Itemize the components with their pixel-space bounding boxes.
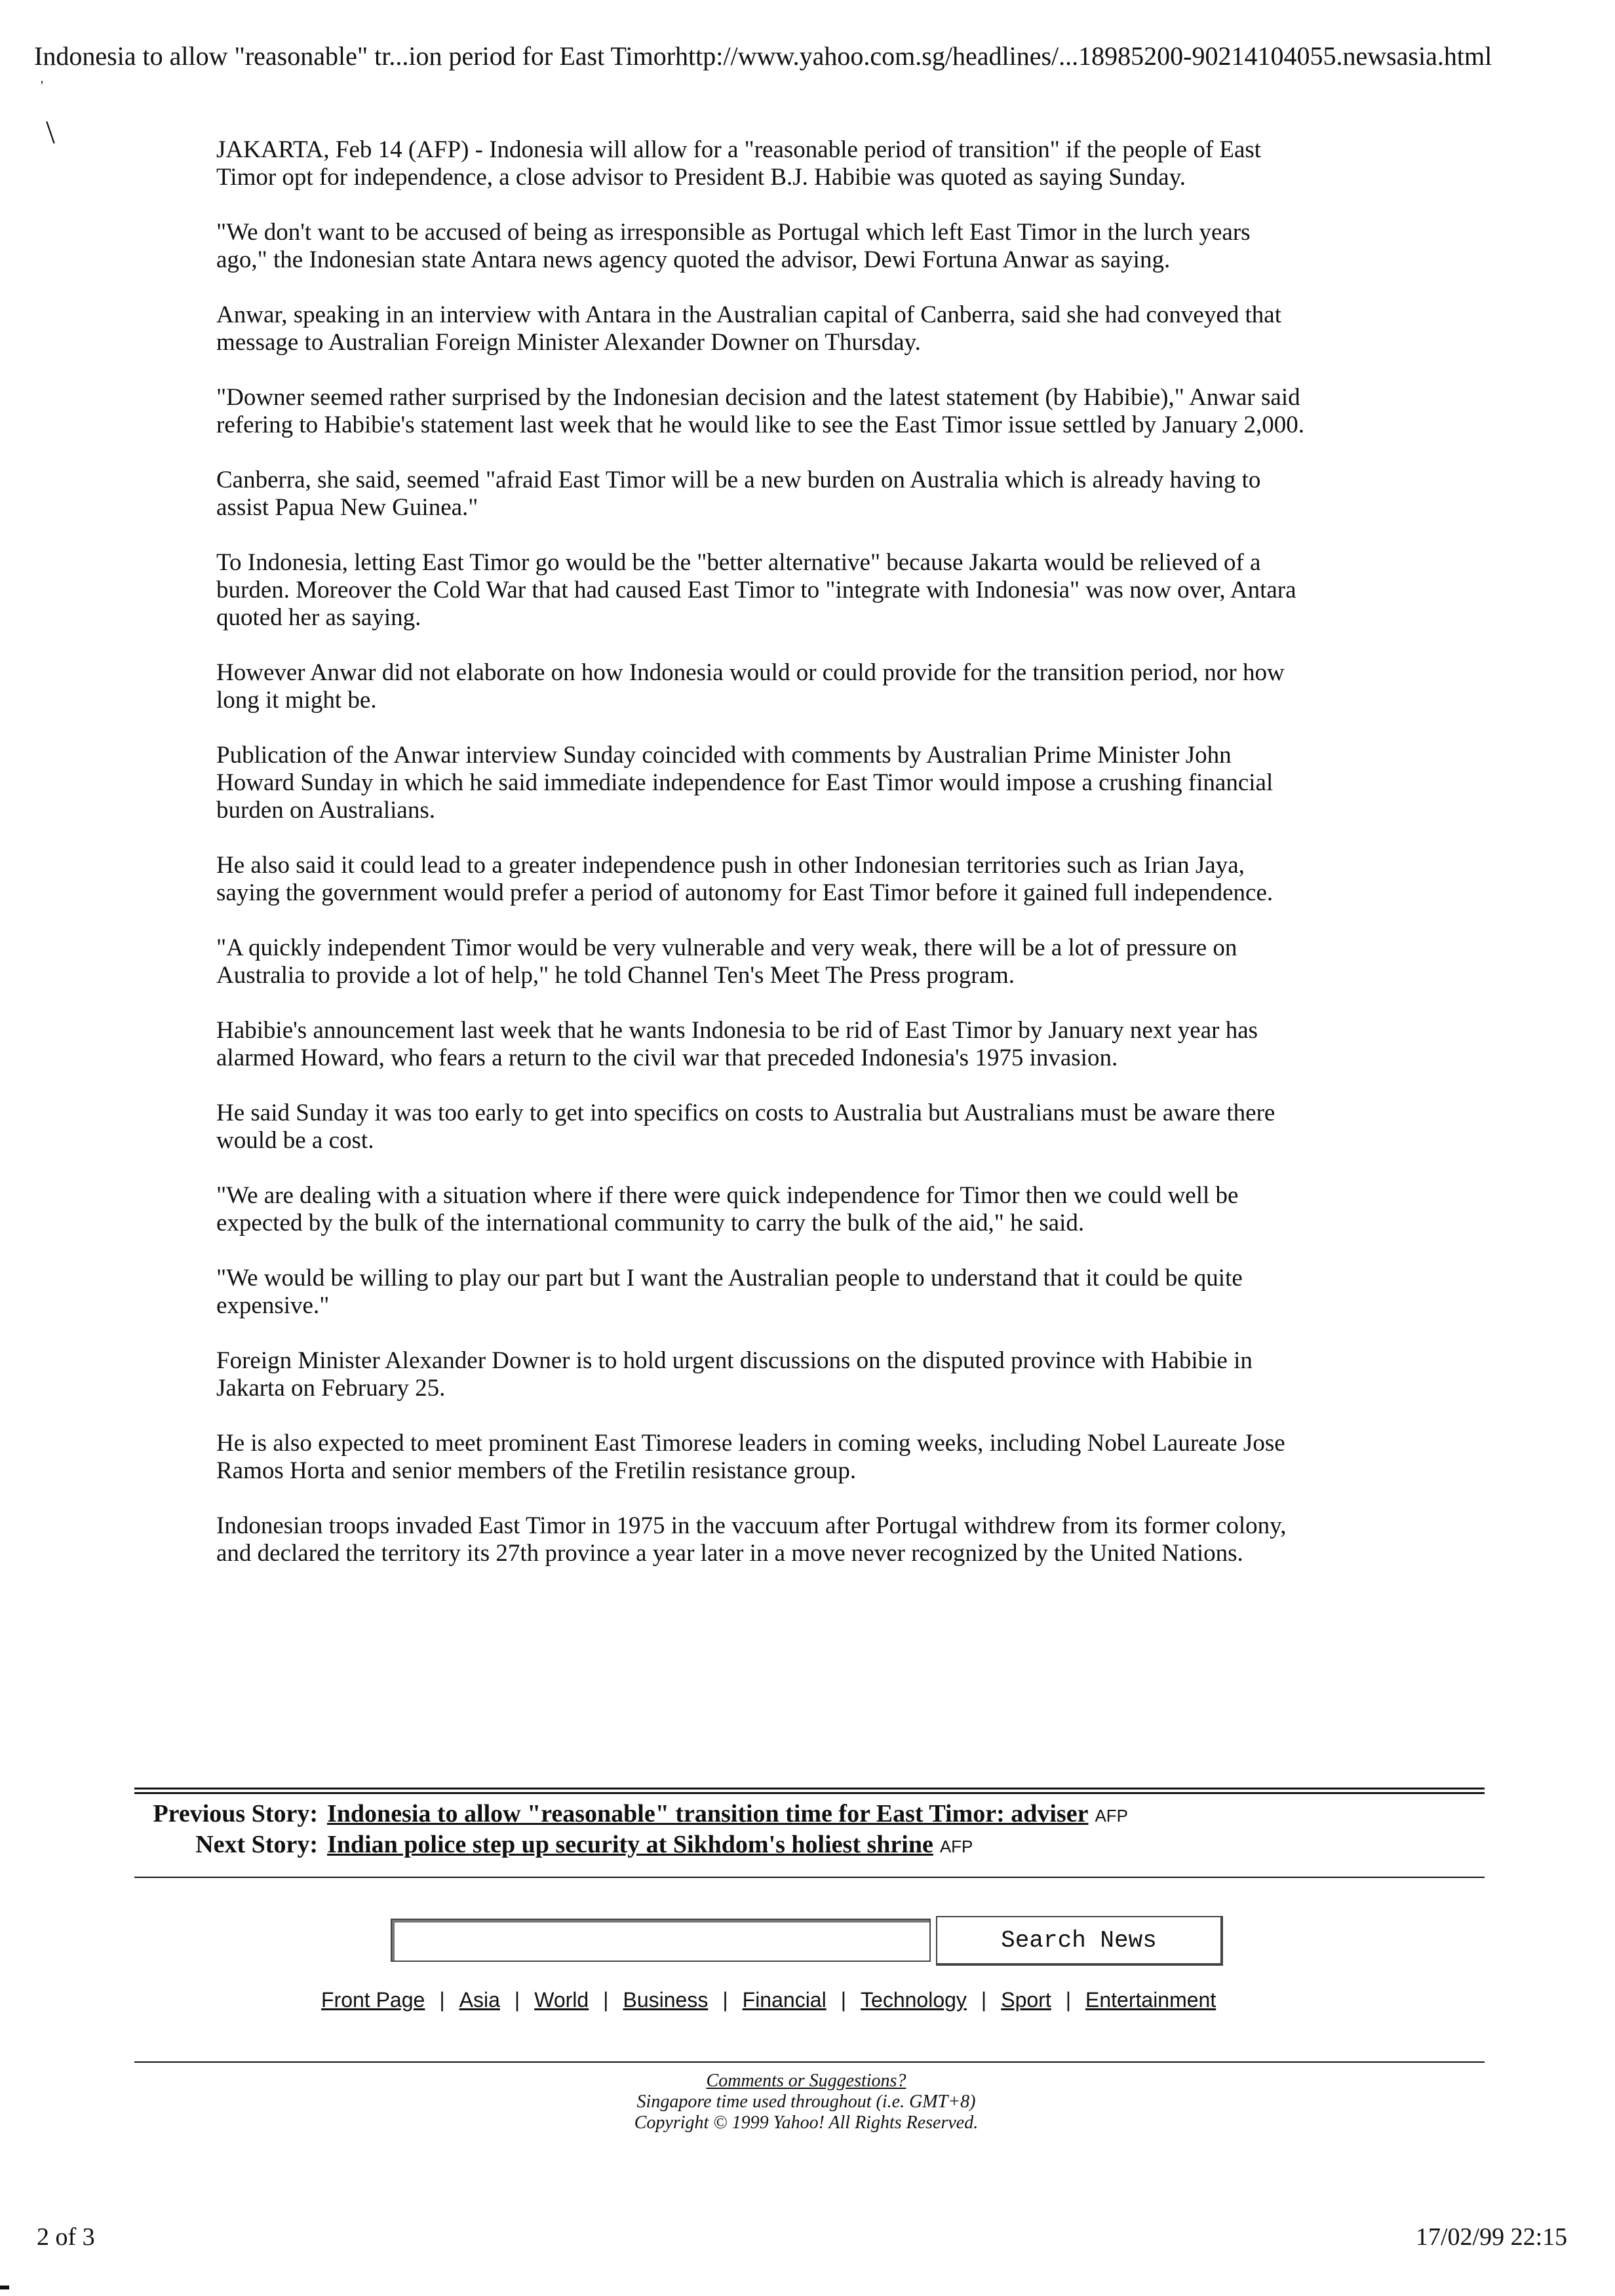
article-paragraph: Habibie's announcement last week that he wants Indonesia to be rid of East Timor by January next year has alarmed Howard, who fears a return to the civil war that preceded Indonesia's 1975 invasion.: [216, 1017, 1258, 1071]
nav-separator: |: [514, 1988, 520, 2012]
article-paragraph: He also said it could lead to a greater independence push in other Indonesian territories such as Irian Jaya, saying the government would prefer a period of autonomy for East Timor before it gained full independence.: [216, 852, 1274, 906]
next-story-source: AFP: [939, 1837, 973, 1856]
nav-separator: |: [439, 1988, 445, 2012]
article-paragraph: He said Sunday it was too early to get into specifics on costs to Australia but Australians must be aware there would be a cost.: [216, 1100, 1275, 1154]
article-paragraph: Publication of the Anwar interview Sunday coincided with comments by Australian Prime Minister John Howard Sunday in which he said immediate independence for East Timor would impose a crushing financial burden on Australians.: [216, 742, 1274, 824]
article-paragraph: To Indonesia, letting East Timor go would be the "better alternative" because Jakarta would be relieved of a burden. Moreover the Cold War that had caused East Timor to "integrate with Indonesia" was now over, Antara quoted her as saying.: [216, 549, 1296, 631]
search-news-button[interactable]: Search News: [936, 1916, 1223, 1966]
next-story-label: Next Story:: [195, 1831, 318, 1858]
next-story-row: [134, 1830, 1485, 1861]
previous-story-source: AFP: [1095, 1806, 1129, 1826]
previous-story-row: [134, 1799, 1485, 1830]
section-nav: [321, 1988, 1370, 2012]
page-title: Indonesia to allow "reasonable" tr...ion period for East Timor: [34, 41, 676, 71]
article-paragraph: He is also expected to meet prominent East Timorese leaders in coming weeks, including Nobel Laureate Jose Ramos Horta and senior members of the Fretilin resistance group.: [216, 1430, 1285, 1484]
print-timestamp: 17/02/99 22:15: [1416, 2223, 1568, 2251]
nav-link-entertainment[interactable]: Entertainment: [1085, 1988, 1216, 2012]
article-paragraph: "We would be willing to play our part but I want the Australian people to understand that it could be quite expensive.": [216, 1265, 1243, 1319]
nav-link-world[interactable]: World: [534, 1988, 589, 2012]
nav-link-sport[interactable]: Sport: [1001, 1988, 1051, 2012]
story-navigation: [134, 1799, 1485, 1861]
article-paragraph: "A quickly independent Timor would be very vulnerable and very weak, there will be a lot of pressure on Australia to provide a lot of help," he told Channel Ten's Meet The Press program.: [216, 934, 1237, 989]
nav-link-business[interactable]: Business: [623, 1988, 709, 2012]
copyright: Copyright © 1999 Yahoo! All Rights Reserved.: [634, 2113, 979, 2133]
next-story-link[interactable]: Indian police step up security at Sikhdom's holiest shrine: [327, 1831, 933, 1858]
article-paragraph: Anwar, speaking in an interview with Antara in the Australian capital of Canberra, said she had conveyed that message to Australian Foreign Minister Alexander Downer on Thursday.: [216, 301, 1281, 356]
divider-thick: [134, 1788, 1485, 1794]
scan-backslash-mark: \: [46, 113, 55, 150]
scan-edge-mark: [0, 2286, 9, 2289]
scan-tick-mark: ': [41, 77, 43, 94]
previous-story-link[interactable]: Indonesia to allow "reasonable" transition time for East Timor: adviser: [327, 1800, 1089, 1827]
nav-separator: |: [603, 1988, 609, 2012]
divider: [134, 1877, 1485, 1878]
site-footer: [459, 2071, 1154, 2133]
article-paragraph: JAKARTA, Feb 14 (AFP) - Indonesia will allow for a "reasonable period of transition" if the people of East Timor opt for independence, a close advisor to President B.J. Habibie was quoted as saying Sunday.: [216, 136, 1262, 191]
article-paragraph: However Anwar did not elaborate on how Indonesia would or could provide for the transition period, nor how long it might be.: [216, 659, 1285, 714]
print-header: [34, 41, 1594, 72]
nav-link-asia[interactable]: Asia: [459, 1988, 500, 2012]
search-input[interactable]: [391, 1919, 931, 1962]
divider: [134, 2061, 1485, 2063]
article-body: [216, 136, 1304, 1595]
nav-separator: |: [1065, 1988, 1072, 2012]
nav-separator: |: [722, 1988, 728, 2012]
article-paragraph: "We are dealing with a situation where if there were quick independence for Timor then we could well be expected by the bulk of the international community to carry the bulk of the aid," he said.: [216, 1182, 1239, 1236]
article-paragraph: "We don't want to be accused of being as irresponsible as Portugal which left East Timor in the lurch years ago," the Indonesian state Antara news agency quoted the advisor, Dewi Fortuna Anwar as saying.: [216, 219, 1251, 273]
previous-story-label: Previous Story:: [153, 1800, 318, 1827]
nav-separator: |: [840, 1988, 847, 2012]
page-url[interactable]: http://www.yahoo.com.sg/headlines/...18985200-90214104055.newsasia.html: [675, 41, 1492, 71]
article-paragraph: Canberra, she said, seemed "afraid East Timor will be a new burden on Australia which is already having to assist Papua New Guinea.": [216, 467, 1261, 521]
nav-link-financial[interactable]: Financial: [742, 1988, 827, 2012]
nav-separator: |: [981, 1988, 987, 2012]
comments-link[interactable]: Comments or Suggestions?: [706, 2071, 906, 2091]
article-paragraph: "Downer seemed rather surprised by the Indonesian decision and the latest statement (by Habibie)," Anwar said refering to Habibie's statement last week that he would like to see the East Timor issue settled by January 2,000.: [216, 384, 1305, 438]
time-note: Singapore time used throughout (i.e. GMT+8): [636, 2092, 976, 2112]
nav-link-technology[interactable]: Technology: [861, 1988, 967, 2012]
nav-link-front-page[interactable]: Front Page: [321, 1988, 425, 2012]
print-page-number: 2 of 3: [37, 2223, 95, 2251]
article-paragraph: Indonesian troops invaded East Timor in 1975 in the vaccuum after Portugal withdrew from its former colony, and declared the territory its 27th province a year later in a move never recognized by the United Nations.: [216, 1512, 1287, 1567]
article-paragraph: Foreign Minister Alexander Downer is to hold urgent discussions on the disputed province with Habibie in Jakarta on February 25.: [216, 1347, 1253, 1402]
